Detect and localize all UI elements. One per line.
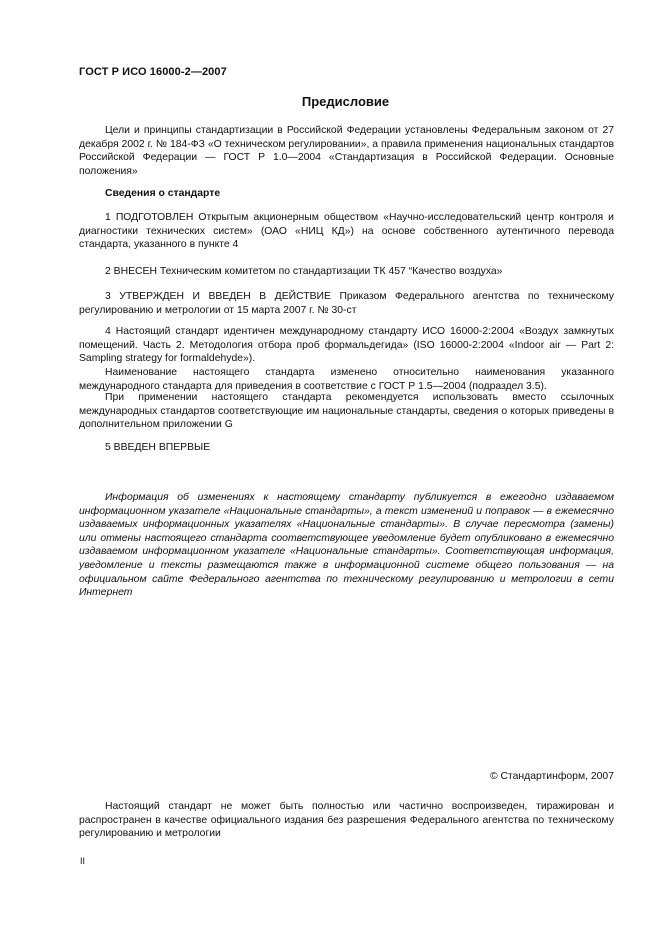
item-5-first-introduced: 5 ВВЕДЕН ВПЕРВЫЕ	[105, 442, 211, 453]
changes-notice: Информация об изменениях к настоящему стандарту публикуется в ежегодно издаваемом информационном указателе «Национальные стандарты», а текст изменений и поправок — в ежемесячно издаваемых информационных указателях «Национальные стандарты». В случае пересмотра (замены) или отмены настоящего стандарта соответствующее уведомление будет опубликовано в ежемесячно издаваемом информационном указателе «Национальные стандарты». Соответствующая информация, уведомление и тексты размещаются также в информационной системе общего пользования — на официальном сайте Федерального агентства по техническому регулированию и метрологии в сети Интернет	[79, 492, 614, 599]
intro-paragraph: Цели и принципы стандартизации в Российской Федерации установлены Федеральным законом от 27 декабря 2002 г. № 184-ФЗ «О техническом регулировании», а правила применения национальных стандартов Российской Федерации — ГОСТ Р 1.0—2004 «Стандартизация в Российской Федерации. Основные положения»	[79, 125, 614, 177]
reproduction-notice: Настоящий стандарт не может быть полностью или частично воспроизведен, тиражирован и распространен в качестве официального издания без разрешения Федерального агентства по техническому регулированию и метрологии	[79, 801, 614, 840]
item-4-application: При применении настоящего стандарта рекомендуется использовать вместо ссылочных международных стандартов соответствующие им национальные стандарты, сведения о которых приведены в дополнительном приложении G	[79, 392, 614, 431]
standard-code-header: ГОСТ Р ИСО 16000-2—2007	[79, 66, 227, 78]
copyright: © Стандартинформ, 2007	[489, 771, 614, 782]
page-number: II	[80, 856, 86, 866]
info-heading: Сведения о стандарте	[105, 188, 221, 199]
item-4-identical: 4 Настоящий стандарт идентичен международному стандарту ИСО 16000-2:2004 «Воздух замкнутых помещений. Часть 2. Методология отбора проб формальдегида» (ISO 16000-2:2004 «Indoor air — Part 2: Sampling strategy for formaldehyde»).	[79, 326, 614, 365]
page-title: Предисловие	[301, 94, 390, 109]
item-1-prepared: 1 ПОДГОТОВЛЕН Открытым акционерным обществом «Научно-исследовательский центр контроля и диагностики технических систем» (ОАО «НИЦ КД») на основе собственного аутентичного перевода стандарта, указанного в пункте 4	[79, 212, 614, 251]
item-2-submitted: 2 ВНЕСЕН Техническим комитетом по стандартизации ТК 457 “Качество воздуха»	[105, 266, 503, 277]
item-3-approved: 3 УТВЕРЖДЕН И ВВЕДЕН В ДЕЙСТВИЕ Приказом Федерального агентства по техническому регулированию и метрологии от 15 марта 2007 г. № 30-ст	[79, 291, 614, 316]
item-4-name-change: Наименование настоящего стандарта изменено относительно наименования указанного международного стандарта для приведения в соответствие с ГОСТ Р 1.5—2004 (подраздел 3.5).	[79, 367, 614, 392]
